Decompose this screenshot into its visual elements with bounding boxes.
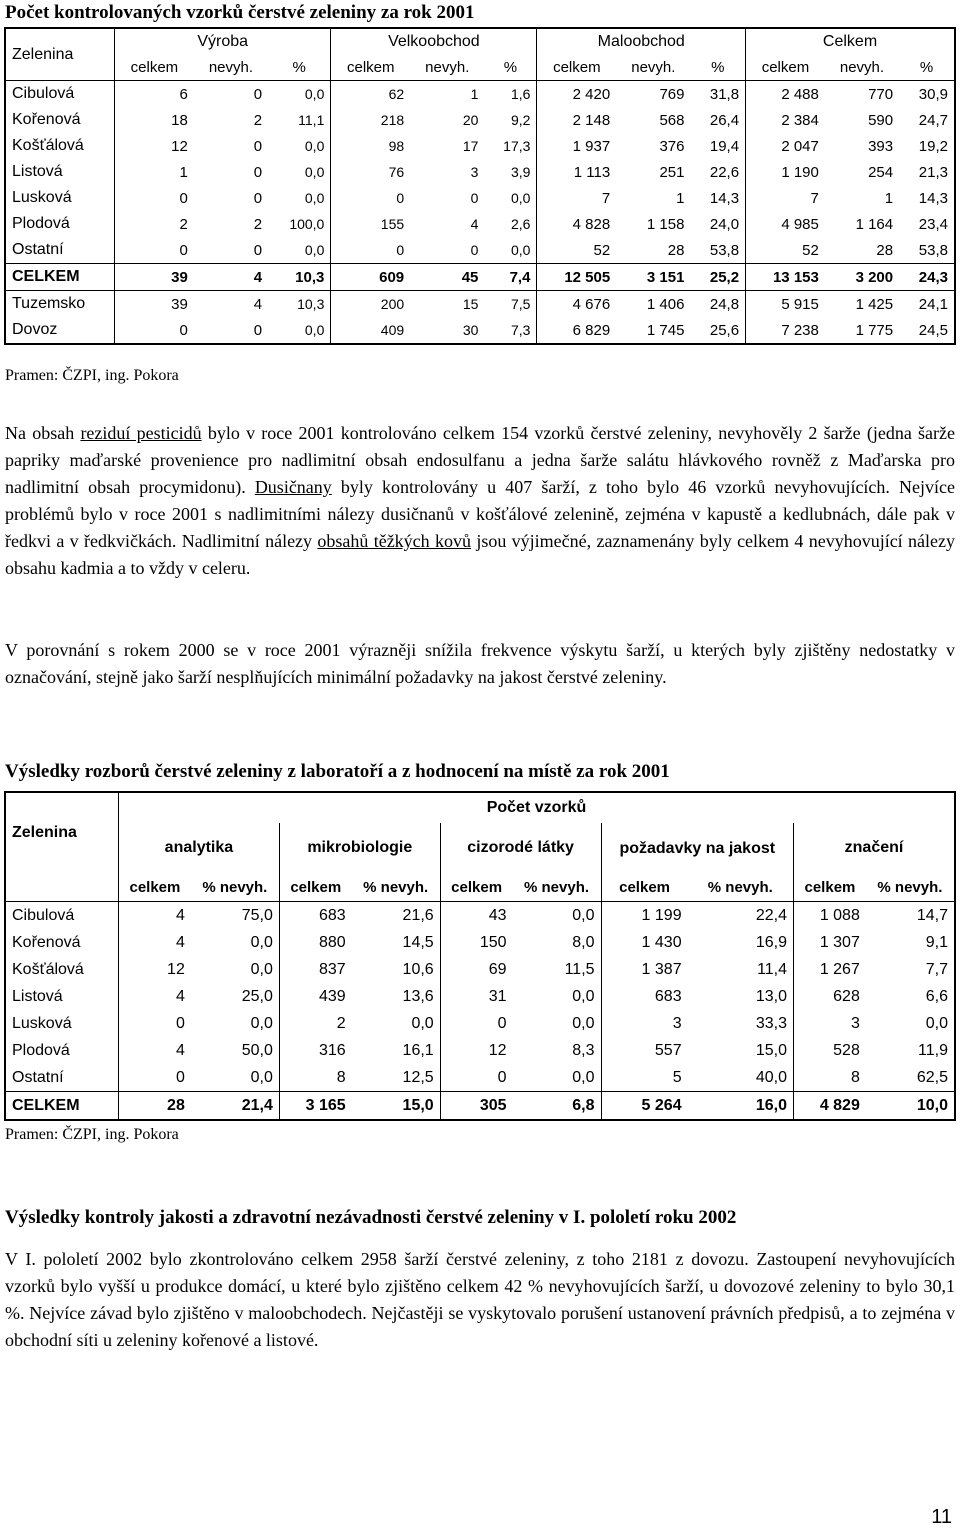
- table-cell: 24,8: [690, 291, 745, 318]
- group-header: Výroba: [115, 28, 331, 55]
- table-cell: 3: [794, 1010, 866, 1037]
- table-cell: 1: [884, 189, 894, 207]
- table-cell: 1 745: [646, 321, 685, 339]
- table-cell: 12: [115, 133, 194, 159]
- table-cell: 409: [331, 317, 410, 344]
- table-cell: 305: [440, 1092, 512, 1121]
- table-cell: 18: [115, 107, 194, 133]
- table-cell: 4: [194, 291, 268, 318]
- corner-spacer: [5, 873, 119, 902]
- table-cell: 15: [410, 291, 484, 318]
- group-header: značení: [794, 823, 955, 873]
- page-number: 11: [931, 1506, 952, 1528]
- table-cell: 62,5: [916, 1068, 948, 1086]
- table-cell: 11,1: [298, 112, 325, 128]
- table-cell: 17: [462, 138, 479, 154]
- table-row: [5, 185, 955, 211]
- table-cell: 21,3: [918, 163, 948, 181]
- table-cell: 1 164: [855, 215, 894, 233]
- table-cell: 6 829: [537, 317, 616, 344]
- sub-header: celkem: [331, 55, 410, 81]
- row-label: Košťálová: [12, 960, 84, 978]
- table-cell: 13 153: [746, 264, 825, 291]
- table-cell: 16,9: [755, 933, 788, 951]
- table-cell: 4: [119, 929, 191, 956]
- header-row: [5, 792, 955, 823]
- source-note-2: Pramen: ČZPI, ing. Pokora: [5, 1126, 179, 1143]
- row-label: Listová: [12, 163, 63, 180]
- section3-title: Výsledky kontroly jakosti a zdravotní nezávadnosti čerstvé zeleniny v I. pololetí roku 2002: [5, 1207, 737, 1228]
- table-cell: 683: [601, 983, 688, 1010]
- table-cell: 0,0: [250, 1068, 273, 1086]
- table-cell: 45: [410, 264, 484, 291]
- table-cell: 4 676: [537, 291, 616, 318]
- sub-header: %: [268, 55, 331, 81]
- table-cell: 0,0: [304, 190, 325, 206]
- table-cell: 254: [868, 163, 894, 181]
- table-cell: 0,0: [250, 1014, 273, 1032]
- table-cell: 7 238: [746, 317, 825, 344]
- table-cell: 30,9: [918, 85, 948, 103]
- table-cell: 200: [331, 291, 410, 318]
- table-row: [5, 317, 955, 344]
- table-cell: 0,0: [304, 242, 325, 258]
- sub-header: %: [690, 55, 745, 81]
- group-header: Maloobchod: [537, 28, 746, 55]
- table-cell: 19,4: [709, 137, 740, 155]
- table-cell: 0,0: [510, 242, 531, 258]
- row-label: Košťálová: [12, 137, 84, 154]
- table-cell: 13,0: [755, 987, 788, 1005]
- table-cell: 53,8: [918, 241, 948, 259]
- table-cell: 218: [331, 107, 410, 133]
- table-row: [5, 237, 955, 264]
- table-cell: 3 165: [279, 1092, 351, 1121]
- table-cell: 7: [537, 185, 616, 211]
- table-row: [5, 902, 955, 930]
- table-cell: 19,2: [918, 137, 948, 155]
- sub-header: %: [899, 55, 955, 81]
- table-row: [5, 983, 955, 1010]
- table-cell: 10,6: [402, 960, 434, 978]
- paragraph-pesticides: Na obsah reziduí pesticidů bylo v roce 2001 kontrolováno celkem 154 vzorků čerstvé zeleniny, nevyhověly 2 šarže (jedna šarže papriky maďarské provenience pro nadlimitní obsah endosulfanu a jedna šarže salátu hlávkového rovněž z Maďarska pro nadlimitní obsah procymidonu). Dusičnany byly kontrolovány u 407 šarží, z toho bylo 46 vzorků nevyhovujících. Nejvíce problémů bylo v roce 2001 s nadlimitními nálezy dusičnanů v košťálové zelenině, zejména v kapustě a kedlubnách, dále pak v ředkvi a v ředkvičkách. Nadlimitní nálezy obsahů těžkých kovů jsou výjimečné, zaznamenány byly celkem 4 nevyhovující nálezy obsahu kadmia a to vždy v celeru.: [5, 423, 956, 578]
- table-cell: 14,7: [916, 906, 948, 924]
- table-cell: 2,6: [510, 216, 531, 232]
- table-cell: 2: [115, 211, 194, 237]
- table-cell: 2 488: [746, 81, 825, 108]
- subheader-row: [5, 55, 955, 81]
- sub-header: celkem: [746, 55, 825, 81]
- table-cell: 150: [440, 929, 512, 956]
- table-cell: 22,4: [755, 906, 788, 924]
- table-cell: 0: [253, 189, 263, 207]
- table-cell: 25,0: [241, 987, 273, 1005]
- table-row: [5, 81, 955, 108]
- table-cell: 62: [331, 81, 410, 108]
- table-cell: 0,0: [411, 1014, 434, 1032]
- row-label: Ostatní: [12, 1068, 64, 1086]
- table-cell: 2 047: [746, 133, 825, 159]
- table-cell: 30: [462, 322, 479, 338]
- group-header: Velkoobchod: [331, 28, 537, 55]
- table-cell: 43: [440, 902, 512, 930]
- table-cell: 3 200: [825, 264, 899, 291]
- sub-header: celkem: [119, 873, 191, 902]
- group-header: požadavky na jakost: [601, 823, 793, 873]
- table-cell: 0: [115, 317, 194, 344]
- table-cell: 1 199: [601, 902, 688, 930]
- table-cell: 590: [868, 111, 894, 129]
- sub-header: celkem: [537, 55, 616, 81]
- table-cell: 14,3: [918, 189, 948, 207]
- table-cell: 9,2: [510, 112, 531, 128]
- group-header: mikrobiologie: [279, 823, 440, 873]
- table-cell: 3: [470, 164, 479, 180]
- lab-results-table-2001: [4, 791, 956, 1121]
- table-row: [5, 1037, 955, 1064]
- corner-header: Zelenina: [5, 28, 115, 81]
- table-cell: 24,0: [709, 215, 740, 233]
- table-cell: 16,1: [402, 1041, 434, 1059]
- table-cell: 12,5: [402, 1068, 434, 1086]
- sub-header: celkem: [279, 873, 351, 902]
- sub-header: nevyh.: [194, 55, 268, 81]
- table-row: [5, 1010, 955, 1037]
- table-cell: 15,0: [755, 1041, 788, 1059]
- row-label: Plodová: [12, 215, 70, 232]
- table-cell: 69: [440, 956, 512, 983]
- table-cell: 769: [659, 85, 685, 103]
- table-cell: 52: [746, 237, 825, 264]
- table-cell: 8: [279, 1064, 351, 1092]
- table-cell: 12 505: [537, 264, 616, 291]
- table-cell: 4: [119, 983, 191, 1010]
- table-cell: 1 088: [794, 902, 866, 930]
- table-cell: 0: [253, 85, 263, 103]
- sub-header: %: [484, 55, 537, 81]
- row-label: Lusková: [12, 189, 72, 206]
- table-cell: 10,3: [268, 264, 331, 291]
- subheader-row: [5, 873, 955, 902]
- table-cell: 76: [331, 159, 410, 185]
- sub-header: % nevyh.: [191, 873, 280, 902]
- row-label: Listová: [12, 987, 63, 1005]
- table-cell: 0: [331, 237, 410, 264]
- table-cell: 24,3: [899, 264, 955, 291]
- table-cell: 33,3: [755, 1014, 788, 1032]
- table-cell: 31,8: [709, 85, 740, 103]
- table-cell: 0,0: [510, 190, 531, 206]
- sub-header: % nevyh.: [513, 873, 602, 902]
- table-cell: 557: [601, 1037, 688, 1064]
- table-cell: 0,0: [572, 987, 595, 1005]
- table-cell: 0: [253, 241, 263, 259]
- table-cell: 6,6: [925, 987, 948, 1005]
- table-cell: 12: [119, 956, 191, 983]
- table-row: [5, 107, 955, 133]
- table-cell: 316: [279, 1037, 351, 1064]
- table-cell: 0,0: [250, 960, 273, 978]
- sub-header: celkem: [440, 873, 512, 902]
- table-cell: 11,4: [757, 960, 788, 978]
- table-cell: 23,4: [918, 215, 948, 233]
- link-nitrates: Dusičnany: [254, 477, 332, 497]
- table-cell: 1: [115, 159, 194, 185]
- sub-header: % nevyh.: [352, 873, 441, 902]
- link-pesticides: reziduí pesticidů: [80, 423, 202, 443]
- table-cell: 1 430: [601, 929, 688, 956]
- table-cell: 22,6: [709, 163, 740, 181]
- section1-title: Počet kontrolovaných vzorků čerstvé zeleniny za rok 2001: [5, 2, 475, 23]
- group-header: Celkem: [746, 28, 955, 55]
- table-cell: 393: [868, 137, 894, 155]
- table-cell: 24,7: [918, 111, 948, 129]
- table-cell: 9,1: [925, 933, 948, 951]
- row-label: Kořenová: [12, 111, 81, 128]
- table-cell: 0: [115, 185, 194, 211]
- row-label: Plodová: [12, 1041, 70, 1059]
- table-cell: 39: [115, 291, 194, 318]
- table-cell: 16,0: [688, 1092, 794, 1121]
- table-cell: 28: [667, 241, 685, 259]
- table-cell: 1 113: [537, 159, 616, 185]
- sub-header: nevyh.: [410, 55, 484, 81]
- table-cell: 0,0: [250, 933, 273, 951]
- table-cell: 24,1: [899, 291, 955, 318]
- table-cell: 10,3: [268, 291, 331, 318]
- table-cell: 1 406: [616, 291, 690, 318]
- table-cell: 528: [794, 1037, 866, 1064]
- table-cell: 14,3: [709, 189, 740, 207]
- table-cell: 0: [440, 1064, 512, 1092]
- table-row: [5, 956, 955, 983]
- table-cell: 0,0: [304, 322, 325, 338]
- table-cell: 2 148: [537, 107, 616, 133]
- row-label: CELKEM: [5, 1092, 119, 1121]
- sub-header: % nevyh.: [688, 873, 794, 902]
- table-cell: 40,0: [755, 1068, 788, 1086]
- table-cell: 75,0: [241, 906, 273, 924]
- table-cell: 28: [119, 1092, 191, 1121]
- table-cell: 7,4: [484, 264, 537, 291]
- table-cell: 4 985: [746, 211, 825, 237]
- table-cell: 1 775: [855, 321, 894, 339]
- table-cell: 5: [601, 1064, 688, 1092]
- table-cell: 3 151: [616, 264, 690, 291]
- table-cell: 0,0: [304, 138, 325, 154]
- table-cell: 1 267: [794, 956, 866, 983]
- table-cell: 1: [676, 189, 685, 207]
- table-cell: 21,6: [402, 906, 434, 924]
- group-header: cizorodé látky: [440, 823, 601, 873]
- table-cell: 837: [279, 956, 351, 983]
- table-cell: 0: [440, 1010, 512, 1037]
- sub-header: % nevyh.: [866, 873, 955, 902]
- table-cell: 6,8: [513, 1092, 602, 1121]
- table-cell: 0: [253, 321, 263, 339]
- table-cell: 12: [440, 1037, 512, 1064]
- table-cell: 53,8: [709, 241, 740, 259]
- table-cell: 25,6: [709, 321, 740, 339]
- table-cell: 0,0: [925, 1014, 948, 1032]
- table-cell: 0: [253, 163, 263, 181]
- row-label: Kořenová: [12, 933, 81, 951]
- table-cell: 0: [119, 1010, 191, 1037]
- paragraph-2002: V I. pololetí 2002 bylo zkontrolováno celkem 2958 šarží čerstvé zeleniny, z toho 2181 z dovozu. Zastoupení nevyhovujících vzorků bylo vyšší u produkce domácí, u které bylo zjištěno celkem 42 % nevyhovujících šarží, u dovozové zeleniny to bylo 30,1 %. Nejvíce závad bylo zjištěno v maloobchodech. Nejčastěji se vyskytovalo porušení ustanovení právních předpisů, a to zejména v obchodní síti u zeleniny kořenové a listové.: [5, 1249, 955, 1350]
- samples-table-2001: [4, 27, 956, 345]
- table-cell: 7,7: [925, 960, 948, 978]
- table-row: [5, 133, 955, 159]
- table-cell: 8,0: [572, 933, 595, 951]
- table-cell: 0: [470, 242, 479, 258]
- table-cell: 4 828: [537, 211, 616, 237]
- table-cell: 14,5: [402, 933, 434, 951]
- table-cell: 4: [470, 216, 479, 232]
- table-cell: 6: [115, 81, 194, 108]
- table-cell: 0,0: [572, 906, 595, 924]
- table-cell: 24,5: [918, 321, 948, 339]
- table-cell: 568: [659, 111, 685, 129]
- table-cell: 5 264: [601, 1092, 688, 1121]
- sub-header: celkem: [601, 873, 688, 902]
- row-label: Dovoz: [12, 321, 58, 338]
- table-cell: 4: [119, 1037, 191, 1064]
- header-row: [5, 823, 955, 873]
- table-cell: 100,0: [289, 216, 325, 232]
- header-row: [5, 28, 955, 55]
- table-cell: 26,4: [709, 111, 740, 129]
- row-label: Cibulová: [12, 906, 75, 924]
- table-cell: 1,6: [510, 86, 531, 102]
- row-label: Tuzemsko: [5, 291, 115, 318]
- table-cell: 3: [601, 1010, 688, 1037]
- table-row: [5, 1092, 955, 1121]
- table-cell: 3,9: [510, 164, 531, 180]
- table-cell: 5 915: [746, 291, 825, 318]
- row-label: Cibulová: [12, 85, 75, 102]
- table-cell: 880: [279, 929, 351, 956]
- table-cell: 628: [794, 983, 866, 1010]
- table-cell: 0,0: [304, 86, 325, 102]
- sub-header: celkem: [794, 873, 866, 902]
- table-cell: 770: [868, 85, 894, 103]
- table-cell: 1 190: [746, 159, 825, 185]
- row-label: Lusková: [12, 1014, 72, 1032]
- table-cell: 609: [331, 264, 410, 291]
- group-header-top: Počet vzorků: [119, 792, 956, 823]
- table-cell: 1 158: [646, 215, 685, 233]
- table-cell: 683: [279, 902, 351, 930]
- row-label: Ostatní: [12, 241, 64, 258]
- table-cell: 0: [115, 237, 194, 264]
- table-cell: 15,0: [352, 1092, 441, 1121]
- table-cell: 0: [331, 185, 410, 211]
- table-cell: 7,5: [484, 291, 537, 318]
- table-cell: 31: [440, 983, 512, 1010]
- table-cell: 0: [253, 137, 263, 155]
- sub-header: celkem: [115, 55, 194, 81]
- table-cell: 439: [279, 983, 351, 1010]
- table-row: [5, 1064, 955, 1092]
- table-cell: 1 387: [601, 956, 688, 983]
- table-cell: 4: [194, 264, 268, 291]
- table-cell: 1 937: [537, 133, 616, 159]
- sub-header: nevyh.: [825, 55, 899, 81]
- table-cell: 7,3: [510, 322, 531, 338]
- table-cell: 52: [537, 237, 616, 264]
- table-cell: 376: [659, 137, 685, 155]
- row-label: CELKEM: [5, 264, 115, 291]
- table-cell: 0: [119, 1064, 191, 1092]
- paragraph-comparison: V porovnání s rokem 2000 se v roce 2001 výrazněji snížila frekvence výskytu šarží, u kterých byly zjištěny nedostatky v označování, stejně jako šarží nesplňujících minimální požadavky na jakost čerstvé zeleniny.: [5, 640, 955, 687]
- table-cell: 2: [253, 215, 263, 233]
- link-heavy-metals: obsahů těžkých kovů: [317, 531, 471, 551]
- sub-header: nevyh.: [616, 55, 690, 81]
- table-cell: 10,0: [866, 1092, 955, 1121]
- table-cell: 0,0: [304, 164, 325, 180]
- table-cell: 0,0: [572, 1068, 595, 1086]
- table-cell: 7: [746, 185, 825, 211]
- table-cell: 98: [331, 133, 410, 159]
- section2-title: Výsledky rozborů čerstvé zeleniny z laboratoří a z hodnocení na místě za rok 2001: [5, 761, 670, 782]
- table-cell: 2: [253, 111, 263, 129]
- table-cell: 2 420: [537, 81, 616, 108]
- table-cell: 50,0: [241, 1041, 273, 1059]
- table-cell: 17,3: [503, 138, 531, 154]
- table-row: [5, 264, 955, 291]
- table-row: [5, 929, 955, 956]
- table-cell: 20: [462, 112, 479, 128]
- table-cell: 11,9: [918, 1041, 948, 1059]
- table-cell: 25,2: [690, 264, 745, 291]
- table-cell: 4: [119, 902, 191, 930]
- table-cell: 1 425: [825, 291, 899, 318]
- table-cell: 0: [470, 190, 479, 206]
- table-cell: 11,5: [564, 960, 595, 978]
- table-cell: 28: [876, 241, 894, 259]
- table-cell: 155: [331, 211, 410, 237]
- table-cell: 13,6: [402, 987, 434, 1005]
- table-cell: 4 829: [794, 1092, 866, 1121]
- table-cell: 2 384: [746, 107, 825, 133]
- table-cell: 21,4: [191, 1092, 280, 1121]
- table-cell: 1: [470, 86, 479, 102]
- table-cell: 8,3: [572, 1041, 595, 1059]
- table-cell: 39: [115, 264, 194, 291]
- table-cell: 8: [794, 1064, 866, 1092]
- table-cell: 1 307: [794, 929, 866, 956]
- table-row: [5, 159, 955, 185]
- source-note-1: Pramen: ČZPI, ing. Pokora: [5, 367, 179, 384]
- group-header: analytika: [119, 823, 280, 873]
- table-cell: 0,0: [572, 1014, 595, 1032]
- table-row: [5, 291, 955, 318]
- table-cell: 251: [659, 163, 685, 181]
- corner-header: Zelenina: [12, 824, 77, 841]
- table-row: [5, 211, 955, 237]
- table-cell: 2: [279, 1010, 351, 1037]
